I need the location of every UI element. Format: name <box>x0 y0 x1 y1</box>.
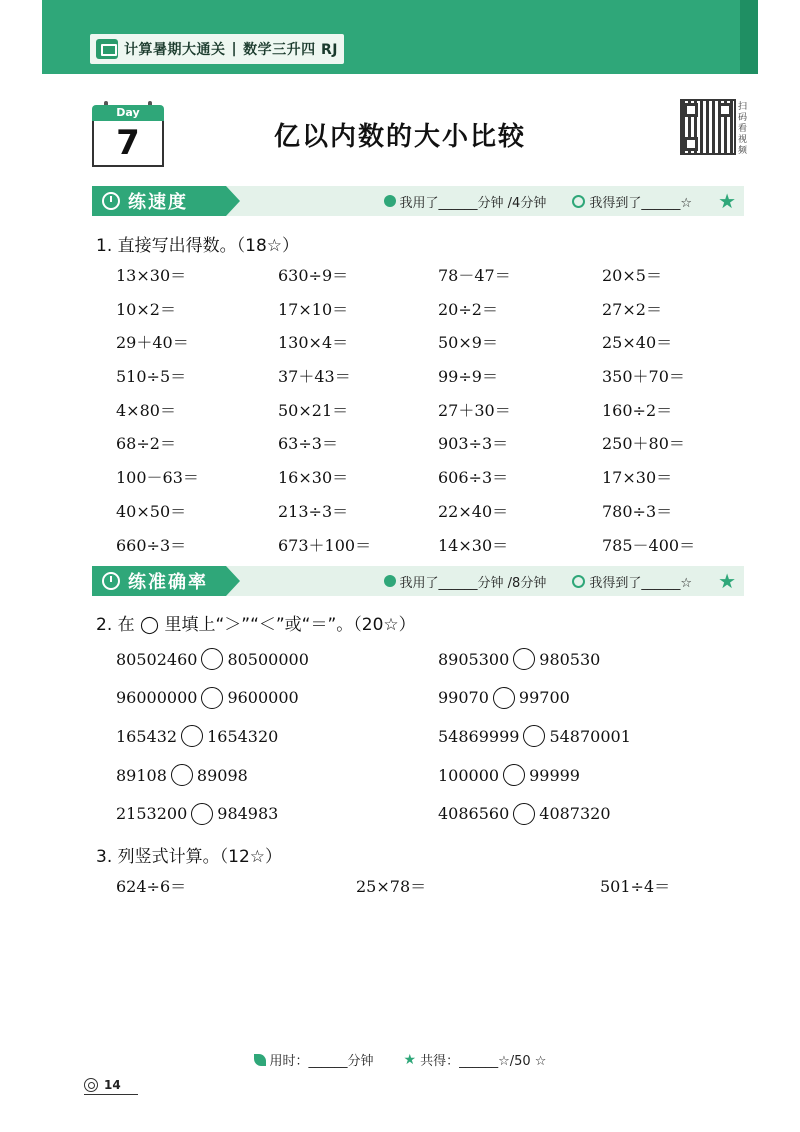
q1-expression: 17×30＝ <box>602 468 673 488</box>
q1-expression: 785－400＝ <box>602 535 696 555</box>
left-number: 54869999 <box>438 726 520 746</box>
footer-total-text: 共得：______☆/50 ☆ <box>420 1054 547 1069</box>
right-number: 980530 <box>539 649 601 669</box>
q1-row <box>116 330 716 364</box>
comparison-item <box>438 687 570 709</box>
left-number: 8905300 <box>438 649 510 669</box>
calc-item-1: 624÷6＝ <box>116 877 187 896</box>
left-number: 89108 <box>116 765 167 785</box>
star-icon: ★ <box>718 569 736 593</box>
left-number: 165432 <box>116 726 178 746</box>
q1-expression: 510÷5＝ <box>116 367 187 387</box>
q1-expression: 27＋30＝ <box>438 400 511 420</box>
comparison-item <box>116 648 309 670</box>
right-number: 99999 <box>529 765 580 785</box>
sun-icon <box>84 1078 98 1092</box>
calc-item-2: 25×78＝ <box>356 877 427 896</box>
q1-expression: 13×30＝ <box>116 266 187 285</box>
q1-expression: 17×10＝ <box>278 299 349 319</box>
section-speed-info <box>384 186 692 216</box>
page-title: 亿以内数的大小比较 <box>273 122 526 152</box>
left-number: 96000000 <box>116 688 198 708</box>
comparison-item <box>116 764 248 786</box>
band-fold <box>740 0 758 74</box>
q1-expression: 40×50＝ <box>116 501 187 521</box>
right-number: 99700 <box>518 688 570 708</box>
q1-row <box>116 364 716 398</box>
check-circle-icon <box>572 195 585 208</box>
qr-code-icon[interactable] <box>680 99 736 155</box>
footer-summary <box>0 1050 800 1069</box>
answer-circle[interactable] <box>191 803 213 825</box>
left-number: 100000 <box>438 765 500 785</box>
star-icon: ★ <box>403 1051 417 1068</box>
left-number: 99070 <box>438 688 489 708</box>
comparison-item <box>116 803 278 825</box>
right-number: 1654320 <box>207 726 279 746</box>
qr-caption: 扫码看视频 <box>738 102 748 156</box>
q1-expression: 68÷2＝ <box>116 434 176 454</box>
answer-circle[interactable] <box>513 803 535 825</box>
left-number: 80502460 <box>116 649 198 669</box>
star-icon: ★ <box>718 189 736 213</box>
q1-expression: 99÷9＝ <box>438 367 498 387</box>
question-3-heading: 3. 列竖式计算。（12☆） <box>96 847 282 867</box>
leaf-icon <box>384 575 396 587</box>
comparison-item <box>116 725 278 747</box>
q1-expression: 29＋40＝ <box>116 333 189 353</box>
day-label: Day <box>92 105 164 121</box>
section-accuracy-bar <box>92 566 744 596</box>
footer-time-text: 用时：______分钟 <box>269 1054 374 1069</box>
q1-expression: 20÷2＝ <box>438 299 498 319</box>
score-field-2[interactable] <box>572 572 692 591</box>
q1-expression: 78－47＝ <box>438 266 511 285</box>
time-used-text-2: 我用了______分钟 /8分钟 <box>399 575 547 591</box>
time-used-text: 我用了______分钟 /4分钟 <box>399 195 547 211</box>
book-title: 计算暑期大通关 <box>124 42 226 58</box>
left-number: 2153200 <box>116 804 188 824</box>
page-number-block <box>84 1078 138 1095</box>
time-used-field-2[interactable] <box>384 572 547 591</box>
comparison-item <box>116 687 299 709</box>
q1-expression: 27×2＝ <box>602 299 662 319</box>
right-number: 54870001 <box>549 726 631 746</box>
section-accuracy-label: 练准确率 <box>128 572 208 593</box>
q1-expression: 22×40＝ <box>438 501 509 521</box>
book-subtitle: 数学三升四 RJ <box>243 42 338 58</box>
q1-row <box>116 533 716 567</box>
comparison-item <box>438 764 580 786</box>
q1-expression: 14×30＝ <box>438 535 509 555</box>
answer-circle[interactable] <box>493 687 515 709</box>
answer-circle[interactable] <box>523 725 545 747</box>
answer-circle[interactable] <box>201 648 223 670</box>
q1-expression: 4×80＝ <box>116 400 176 420</box>
q1-expression: 780÷3＝ <box>602 501 673 521</box>
score-field[interactable] <box>572 192 692 211</box>
q2-row <box>116 687 716 726</box>
comparison-item <box>438 725 631 747</box>
q1-expression: 903÷3＝ <box>438 434 509 454</box>
section-speed-label: 练速度 <box>128 192 188 213</box>
question-2-grid <box>116 648 716 841</box>
stopwatch-icon <box>102 192 120 210</box>
question-1-grid <box>116 263 716 566</box>
page-number: 14 <box>104 1078 121 1092</box>
q1-expression: 100－63＝ <box>116 468 199 488</box>
left-number: 4086560 <box>438 804 510 824</box>
q1-expression: 630÷9＝ <box>278 266 349 285</box>
leaf-icon <box>254 1054 266 1066</box>
q2-row <box>116 648 716 687</box>
leaf-icon <box>384 195 396 207</box>
footer-time-field[interactable] <box>254 1050 374 1069</box>
check-circle-icon <box>572 575 585 588</box>
q1-expression: 37＋43＝ <box>278 367 351 387</box>
q1-expression: 20×5＝ <box>602 266 662 285</box>
q2-row <box>116 725 716 764</box>
answer-circle[interactable] <box>513 648 535 670</box>
q1-row <box>116 297 716 331</box>
q1-expression: 130×4＝ <box>278 333 349 353</box>
comparison-item <box>438 803 611 825</box>
q1-expression: 10×2＝ <box>116 299 176 319</box>
q1-expression: 16×30＝ <box>278 468 349 488</box>
q1-row <box>116 499 716 533</box>
q2-row <box>116 764 716 803</box>
question-2-heading: 2. 在 ◯ 里填上“＞”“＜”或“＝”。（20☆） <box>96 615 416 635</box>
q1-expression: 350＋70＝ <box>602 367 685 387</box>
right-number: 89098 <box>196 765 248 785</box>
question-1-heading: 1. 直接写出得数。（18☆） <box>96 236 299 256</box>
answer-circle[interactable] <box>503 764 525 786</box>
right-number: 984983 <box>217 804 279 824</box>
q1-expression: 606÷3＝ <box>438 468 509 488</box>
comparison-item <box>438 648 600 670</box>
q1-expression: 50×21＝ <box>278 400 349 420</box>
header-separator: | <box>231 41 238 57</box>
q1-row <box>116 263 716 297</box>
target-icon <box>102 572 120 590</box>
book-icon <box>96 39 118 59</box>
q1-expression: 25×40＝ <box>602 333 673 353</box>
q1-expression: 673＋100＝ <box>278 535 372 555</box>
answer-circle[interactable] <box>181 725 203 747</box>
section-speed-bar <box>92 186 744 216</box>
answer-circle[interactable] <box>171 764 193 786</box>
right-number: 80500000 <box>227 649 309 669</box>
score-text: 我得到了______☆ <box>589 195 692 211</box>
q1-expression: 213÷3＝ <box>278 501 349 521</box>
section-speed-label-block <box>92 186 226 216</box>
score-text-2: 我得到了______☆ <box>589 575 692 591</box>
footer-total-field[interactable] <box>404 1050 547 1069</box>
q1-row <box>116 398 716 432</box>
q1-expression: 50×9＝ <box>438 333 498 353</box>
day-number: 7 <box>92 121 164 167</box>
book-header <box>90 34 344 64</box>
q1-expression: 160÷2＝ <box>602 400 673 420</box>
q1-expression: 63÷3＝ <box>278 434 338 454</box>
q1-row <box>116 431 716 465</box>
right-number: 9600000 <box>227 688 299 708</box>
answer-circle[interactable] <box>201 687 223 709</box>
section-accuracy-info <box>384 566 692 596</box>
q2-row <box>116 803 716 842</box>
calc-item-3: 501÷4＝ <box>600 877 671 896</box>
q1-expression: 660÷3＝ <box>116 535 187 555</box>
q1-row <box>116 465 716 499</box>
section-accuracy-label-block <box>92 566 226 596</box>
q1-expression: 250＋80＝ <box>602 434 685 454</box>
right-number: 4087320 <box>539 804 611 824</box>
time-used-field[interactable] <box>384 192 547 211</box>
